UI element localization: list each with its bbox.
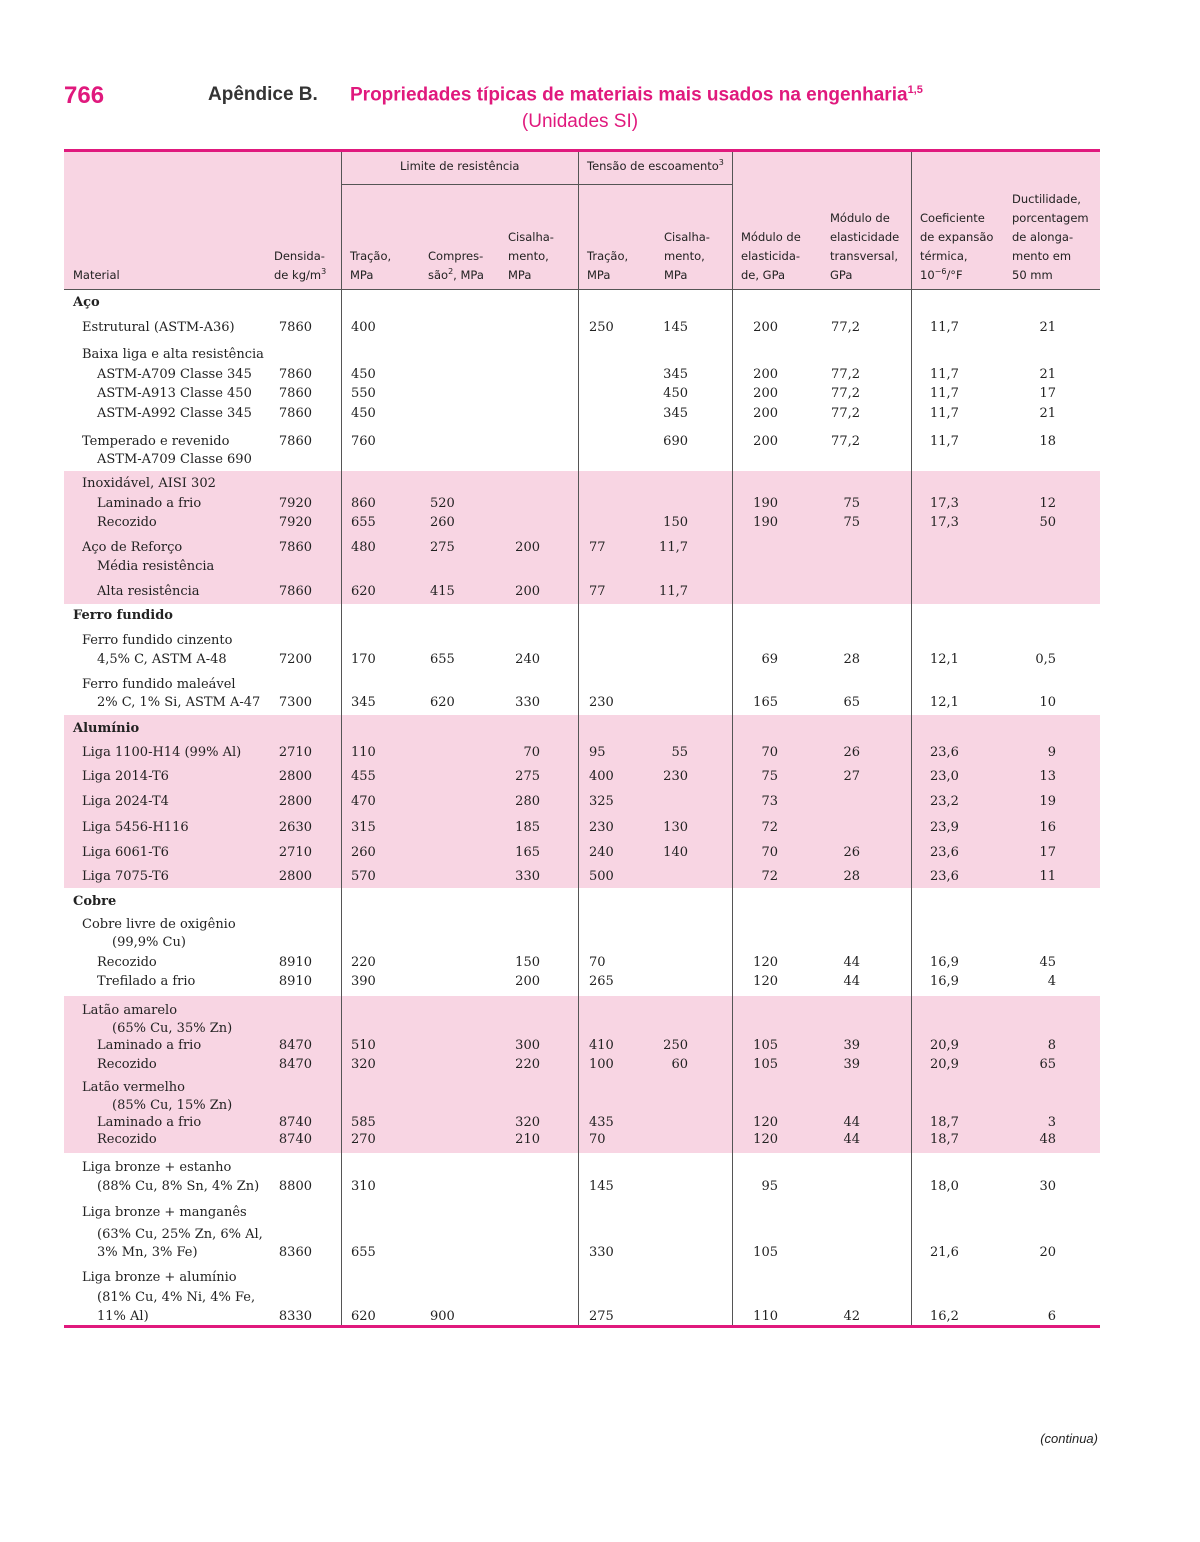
cell-e: 200 [753,386,778,401]
header-modulus-rigidity: Módulo de elasticidade transversal, GPa [830,211,900,282]
material-name: Alta resistência [97,584,200,599]
material-group-heading: Cobre [73,894,117,909]
cell-density: 7860 [278,320,312,335]
cell-ult-s: 275 [515,769,540,784]
cell-ult-s: 330 [515,869,540,884]
cell-ult-t: 620 [351,584,376,599]
cell-duct: 20 [1039,1245,1056,1260]
cell-duct: 65 [1039,1057,1056,1072]
cell-yld-s: 55 [671,745,688,760]
cell-e: 200 [753,434,778,449]
cell-ult-t: 310 [351,1179,376,1194]
material-name: Ferro fundido maleável [82,677,236,692]
cell-duct: 30 [1039,1179,1056,1194]
cell-duct: 12 [1039,496,1056,511]
cell-alpha: 17,3 [930,496,959,511]
cell-alpha: 23,6 [930,869,959,884]
cell-yld-t: 230 [589,695,614,710]
cell-g: 28 [843,652,860,667]
cell-alpha: 11,7 [930,367,959,382]
cell-density: 8360 [278,1245,312,1260]
cell-g: 44 [843,955,860,970]
material-name: (81% Cu, 4% Ni, 4% Fe, [97,1290,256,1305]
material-name: Liga 2024-T4 [82,794,169,809]
cell-g: 39 [843,1057,860,1072]
cell-e: 190 [753,515,778,530]
cell-duct: 4 [1047,974,1056,989]
cell-alpha: 16,2 [930,1309,959,1324]
cell-g: 77,2 [831,406,860,421]
cell-e: 105 [753,1057,778,1072]
cell-g: 26 [843,745,860,760]
cell-yld-t: 100 [589,1057,614,1072]
cell-alpha: 16,9 [930,974,959,989]
cell-ult-s: 280 [515,794,540,809]
material-name: Baixa liga e alta resistência [82,347,264,362]
cell-ult-s: 320 [515,1115,540,1130]
cell-density: 2800 [278,794,312,809]
cell-e: 72 [761,820,778,835]
cell-density: 7920 [278,496,312,511]
material-name: Laminado a frio [97,496,202,511]
cell-yld-s: 60 [671,1057,688,1072]
cell-density: 7860 [278,584,312,599]
cell-density: 7860 [278,540,312,555]
cell-e: 105 [753,1245,778,1260]
cell-g: 42 [843,1309,860,1324]
cell-ult-c: 520 [430,496,455,511]
material-group-heading: Ferro fundido [73,608,173,623]
page-number: 766 [64,82,105,109]
cell-density: 8910 [278,955,312,970]
cell-duct: 17 [1039,845,1056,860]
cell-density: 2800 [278,869,312,884]
cell-density: 7860 [278,406,312,421]
cell-yld-t: 275 [589,1309,614,1324]
header-thermal-expansion [920,209,993,285]
cell-e: 110 [753,1309,778,1324]
cell-ult-t: 390 [351,974,376,989]
cell-g: 28 [843,869,860,884]
cell-alpha: 23,6 [930,745,959,760]
material-name: Estrutural (ASTM-A36) [82,320,235,335]
cell-g: 77,2 [831,434,860,449]
material-name: Recozido [97,515,157,530]
cell-alpha: 23,9 [930,820,959,835]
material-name: ASTM-A709 Classe 690 [97,452,252,467]
cell-ult-t: 585 [351,1115,376,1130]
cell-ult-c: 655 [430,652,455,667]
cell-e: 69 [761,652,778,667]
cell-ult-t: 620 [351,1309,376,1324]
cell-yld-s: 140 [663,845,688,860]
header-group-yield [587,157,724,176]
cell-alpha: 18,0 [930,1179,959,1194]
cell-alpha: 12,1 [930,695,959,710]
band-stainless [64,471,1100,604]
cell-yld-s: 11,7 [659,540,688,555]
cell-yld-t: 230 [589,820,614,835]
cell-duct: 10 [1039,695,1056,710]
header-yield-shear: Cisalha- mento, MPa [664,230,710,282]
material-name: Recozido [97,1057,157,1072]
header-ult-compression [428,247,484,285]
cell-alpha: 18,7 [930,1132,959,1147]
cell-alpha: 23,2 [930,794,959,809]
cell-ult-t: 655 [351,515,376,530]
header-ult-compression-tail: , MPa [453,268,484,282]
material-name: Liga 2014-T6 [82,769,169,784]
cell-alpha: 11,7 [930,406,959,421]
cell-ult-c: 260 [430,515,455,530]
cell-ult-t: 860 [351,496,376,511]
cell-g: 65 [843,695,860,710]
cell-duct: 16 [1039,820,1056,835]
cell-alpha: 11,7 [930,434,959,449]
cell-e: 120 [753,955,778,970]
cell-e: 120 [753,1132,778,1147]
material-name: 4,5% C, ASTM A-48 [97,652,227,667]
cell-ult-s: 330 [515,695,540,710]
cell-ult-t: 345 [351,695,376,710]
material-name: 11% Al) [97,1309,149,1324]
cell-yld-t: 95 [589,745,606,760]
cell-ult-c: 900 [430,1309,455,1324]
cell-g: 27 [843,769,860,784]
cell-density: 2630 [278,820,312,835]
group-underline [341,184,732,185]
cell-ult-t: 550 [351,386,376,401]
cell-yld-t: 70 [589,1132,606,1147]
cell-g: 26 [843,845,860,860]
cell-ult-s: 185 [515,820,540,835]
material-name: Recozido [97,955,157,970]
cell-e: 190 [753,496,778,511]
table-top-rule [64,149,1100,152]
cell-duct: 11 [1039,869,1056,884]
continues-note: (continua) [1040,1431,1098,1446]
cell-e: 165 [753,695,778,710]
title-superscript: 1,5 [907,84,923,96]
cell-ult-t: 110 [351,745,376,760]
header-ult-compression-text: Compres- são [428,249,484,282]
cell-ult-s: 165 [515,845,540,860]
material-name: Cobre livre de oxigênio [82,917,236,932]
cell-ult-t: 455 [351,769,376,784]
cell-density: 7860 [278,367,312,382]
cell-yld-t: 410 [589,1038,614,1053]
cell-alpha: 23,0 [930,769,959,784]
cell-duct: 13 [1039,769,1056,784]
cell-e: 200 [753,320,778,335]
material-name: Liga bronze + estanho [82,1160,232,1175]
material-name: 2% C, 1% Si, ASTM A-47 [97,695,261,710]
cell-duct: 19 [1039,794,1056,809]
material-name: Latão amarelo [82,1003,178,1018]
material-name: Liga 6061-T6 [82,845,169,860]
column-divider [911,152,912,1325]
cell-e: 105 [753,1038,778,1053]
cell-ult-s: 70 [523,745,540,760]
cell-duct: 21 [1039,406,1056,421]
material-group-heading: Alumínio [73,721,140,736]
cell-yld-s: 250 [663,1038,688,1053]
cell-ult-c: 275 [430,540,455,555]
cell-g: 44 [843,1132,860,1147]
header-thermal-sup: −6 [934,267,947,277]
cell-density: 2710 [278,745,312,760]
cell-yld-t: 145 [589,1179,614,1194]
cell-duct: 21 [1039,320,1056,335]
cell-alpha: 20,9 [930,1057,959,1072]
cell-density: 7300 [278,695,312,710]
cell-ult-s: 300 [515,1038,540,1053]
material-name: (99,9% Cu) [112,935,186,950]
cell-e: 120 [753,974,778,989]
cell-ult-s: 200 [515,540,540,555]
cell-ult-t: 760 [351,434,376,449]
cell-ult-t: 220 [351,955,376,970]
cell-ult-t: 450 [351,406,376,421]
cell-yld-t: 435 [589,1115,614,1130]
material-name: Trefilado a frio [97,974,196,989]
cell-e: 72 [761,869,778,884]
header-material: Material [73,268,120,282]
cell-e: 120 [753,1115,778,1130]
cell-duct: 48 [1039,1132,1056,1147]
header-ult-shear: Cisalha- mento, MPa [508,230,554,282]
column-divider [341,152,342,1325]
cell-duct: 45 [1039,955,1056,970]
cell-density: 7920 [278,515,312,530]
cell-ult-c: 620 [430,695,455,710]
cell-yld-t: 70 [589,955,606,970]
material-name: Liga bronze + alumínio [82,1270,237,1285]
material-name: Recozido [97,1132,157,1147]
header-ult-compression-sup: 2 [448,267,454,277]
cell-ult-t: 570 [351,869,376,884]
header-ult-tension: Tração, MPa [350,249,392,282]
material-name: Liga bronze + manganês [82,1205,247,1220]
header-density [274,247,326,285]
cell-alpha: 20,9 [930,1038,959,1053]
cell-yld-s: 345 [663,406,688,421]
cell-duct: 3 [1047,1115,1056,1130]
cell-g: 75 [843,515,860,530]
cell-yld-s: 450 [663,386,688,401]
cell-yld-s: 145 [663,320,688,335]
material-name: 3% Mn, 3% Fe) [97,1245,198,1260]
cell-yld-t: 77 [589,584,606,599]
material-name: (88% Cu, 8% Sn, 4% Zn) [97,1179,260,1194]
cell-e: 200 [753,367,778,382]
cell-yld-s: 11,7 [659,584,688,599]
material-name: ASTM-A992 Classe 345 [97,406,252,421]
cell-yld-t: 265 [589,974,614,989]
cell-yld-t: 240 [589,845,614,860]
cell-yld-t: 250 [589,320,614,335]
cell-ult-s: 210 [515,1132,540,1147]
cell-yld-t: 500 [589,869,614,884]
cell-yld-t: 77 [589,540,606,555]
table-bottom-rule [64,1325,1100,1328]
cell-g: 77,2 [831,320,860,335]
cell-duct: 17 [1039,386,1056,401]
cell-ult-t: 480 [351,540,376,555]
cell-yld-s: 345 [663,367,688,382]
header-density-text: Densida- de kg/m [274,249,325,282]
cell-ult-t: 510 [351,1038,376,1053]
cell-density: 7860 [278,434,312,449]
page-subtitle: (Unidades SI) [521,111,639,132]
cell-alpha: 23,6 [930,845,959,860]
appendix-label: Apêndice B. [208,84,318,105]
material-name: Inoxidável, AISI 302 [82,476,216,491]
cell-ult-t: 400 [351,320,376,335]
cell-ult-s: 200 [515,974,540,989]
cell-yld-t: 400 [589,769,614,784]
material-name: (85% Cu, 15% Zn) [112,1098,233,1113]
header-thermal-tail: /°F [946,268,963,282]
material-name: Latão vermelho [82,1080,185,1095]
cell-alpha: 21,6 [930,1245,959,1260]
material-group-heading: Aço [73,295,100,310]
column-divider [578,152,579,1325]
cell-ult-t: 450 [351,367,376,382]
cell-yld-t: 330 [589,1245,614,1260]
cell-g: 44 [843,1115,860,1130]
cell-alpha: 11,7 [930,320,959,335]
cell-ult-s: 150 [515,955,540,970]
cell-yld-s: 130 [663,820,688,835]
cell-density: 8470 [278,1038,312,1053]
cell-g: 77,2 [831,386,860,401]
cell-g: 39 [843,1038,860,1053]
header-group-yield-sup: 3 [718,158,724,168]
material-name: Ferro fundido cinzento [82,633,233,648]
material-name: Média resistência [97,559,215,574]
cell-g: 77,2 [831,367,860,382]
cell-density: 7200 [278,652,312,667]
page-title [350,84,923,106]
header-thermal-text: Coeficiente de expansão térmica, 10 [920,211,994,282]
cell-e: 70 [761,745,778,760]
cell-e: 95 [761,1179,778,1194]
cell-density: 8800 [278,1179,312,1194]
cell-duct: 50 [1039,515,1056,530]
cell-e: 70 [761,845,778,860]
cell-g: 44 [843,974,860,989]
header-bottom-line [64,289,1100,290]
cell-e: 200 [753,406,778,421]
cell-yld-t: 325 [589,794,614,809]
cell-ult-t: 170 [351,652,376,667]
cell-yld-s: 230 [663,769,688,784]
material-name: (65% Cu, 35% Zn) [112,1021,233,1036]
cell-ult-s: 240 [515,652,540,667]
cell-density: 8910 [278,974,312,989]
cell-density: 8740 [278,1132,312,1147]
cell-ult-t: 270 [351,1132,376,1147]
cell-density: 8330 [278,1309,312,1324]
header-ductility: Ductilidade, porcentagem de alonga- mento em 50 mm [1012,192,1089,282]
material-name: Laminado a frio [97,1115,202,1130]
material-name: Liga 1100-H14 (99% Al) [82,745,242,760]
cell-ult-t: 315 [351,820,376,835]
material-name: Liga 5456-H116 [82,820,189,835]
cell-ult-t: 260 [351,845,376,860]
cell-ult-s: 200 [515,584,540,599]
cell-alpha: 11,7 [930,386,959,401]
material-name: ASTM-A913 Classe 450 [97,386,252,401]
title-text: Propriedades típicas de materiais mais usados na engenharia [350,84,908,106]
cell-duct: 8 [1047,1038,1056,1053]
material-name: Liga 7075-T6 [82,869,169,884]
cell-e: 75 [761,769,778,784]
cell-duct: 6 [1047,1309,1056,1324]
header-yield-tension: Tração, MPa [587,249,629,282]
header-group-ultimate: Limite de resistência [400,159,520,173]
cell-duct: 0,5 [1035,652,1056,667]
cell-duct: 18 [1039,434,1056,449]
cell-alpha: 18,7 [930,1115,959,1130]
material-name: Laminado a frio [97,1038,202,1053]
header-modulus-elasticity: Módulo de elasticida- de, GPa [741,230,801,282]
cell-alpha: 16,9 [930,955,959,970]
header-density-sup: 3 [321,267,327,277]
cell-density: 7860 [278,386,312,401]
material-name: (63% Cu, 25% Zn, 6% Al, [97,1227,263,1242]
material-name: Temperado e revenido [82,434,230,449]
cell-density: 8470 [278,1057,312,1072]
cell-duct: 9 [1047,745,1056,760]
cell-density: 2800 [278,769,312,784]
cell-alpha: 12,1 [930,652,959,667]
cell-g: 75 [843,496,860,511]
material-name: Aço de Reforço [82,540,183,555]
cell-ult-t: 470 [351,794,376,809]
cell-density: 8740 [278,1115,312,1130]
cell-yld-s: 150 [663,515,688,530]
cell-alpha: 17,3 [930,515,959,530]
cell-ult-c: 415 [430,584,455,599]
cell-ult-s: 220 [515,1057,540,1072]
cell-ult-t: 320 [351,1057,376,1072]
header-group-yield-text: Tensão de escoamento [587,159,719,173]
cell-yld-s: 690 [663,434,688,449]
cell-duct: 21 [1039,367,1056,382]
cell-ult-t: 655 [351,1245,376,1260]
cell-e: 73 [761,794,778,809]
cell-density: 2710 [278,845,312,860]
material-name: ASTM-A709 Classe 345 [97,367,252,382]
